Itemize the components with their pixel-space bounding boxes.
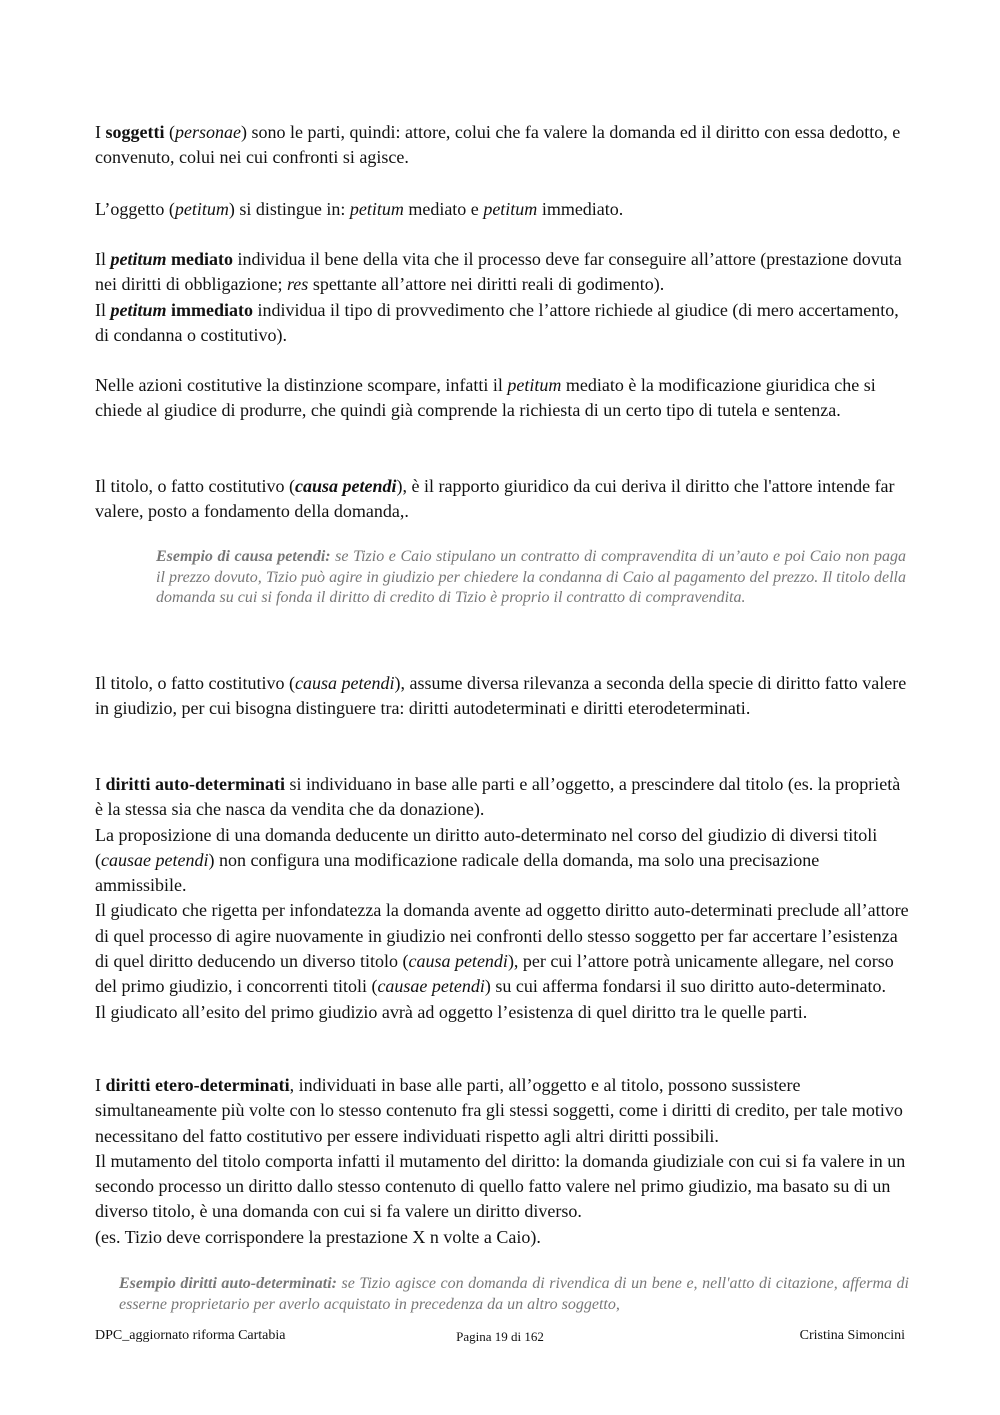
emphasis-term: personae — [174, 122, 241, 142]
paragraph-titolo-rilevanza — [95, 671, 910, 722]
text-run: mediato e — [403, 199, 484, 219]
text-run: Il giudicato che rigetta per infondatezza la domanda avente ad oggetto diritto auto-determinati preclude all’attore di quel processo di agire nuovamente in giudizio nei confronti dello stesso soggetto per far accertare l’esistenza di quel diritto deducendo un diverso titolo ( — [95, 900, 909, 972]
paragraph-oggetto — [95, 197, 910, 222]
text-run: mediato è la modificazione giuridica che si chiede al giudice di produrre, che quindi già comprende la richiesta di un certo tipo di tutela e sentenza. — [95, 375, 876, 421]
text-run: I — [95, 1075, 106, 1095]
text-run: La proposizione di una domanda deducente un diritto auto-determinato nel corso del giudizio di diversi titoli ( — [95, 824, 878, 870]
text-run: ) si distingue in: — [228, 199, 350, 219]
emphasis-term: causa petendi — [294, 673, 395, 693]
emphasis-term: petitum — [110, 299, 167, 320]
text-run: ), assume diversa rilevanza a seconda della specie di diritto fatto valere in giudizio, per cui bisogna distinguere tra: diritti autodeterminati e diritti eterodeterminati. — [95, 673, 907, 719]
text-run: se Tizio agisce con domanda di rivendica di un bene e, nell'atto di citazione, afferma di esserne proprietario per averlo acquistato in precedenza da un altro soggetto, — [119, 1275, 909, 1313]
paragraph-azioni-costitutive — [95, 373, 910, 424]
paragraph-petitum — [95, 247, 910, 348]
emphasis-term: petitum — [174, 199, 229, 219]
emphasis-term: immediato — [166, 299, 253, 320]
emphasis-term: Esempio diritti auto-determinati: — [119, 1275, 337, 1292]
text-run: ) non configura una modificazione radicale della domanda, ma solo una precisazione ammissibile. — [95, 849, 820, 896]
text-run: ) su cui afferma fondarsi il suo diritto auto-determinato. — [484, 976, 886, 997]
emphasis-term: causae petendi — [377, 976, 485, 997]
text-run: (es. Tizio deve corrispondere la prestazione X n volte a Caio). — [95, 1226, 541, 1247]
emphasis-term: causae petendi — [101, 849, 209, 870]
footer-document-name: DPC_aggiornato riforma Cartabia — [95, 1328, 286, 1343]
footer-page-number: Pagina 19 di 162 — [456, 1329, 544, 1344]
emphasis-term: petitum — [507, 375, 562, 395]
example-diritti-auto-determinati — [119, 1274, 909, 1315]
emphasis-term: res — [286, 274, 309, 295]
emphasis-term: mediato — [166, 249, 234, 269]
text-run: I — [95, 774, 106, 794]
emphasis-term: causa petendi — [294, 476, 397, 496]
text-run: L’oggetto ( — [95, 199, 175, 219]
text-run: si individuano in base alle parti e all’oggetto, a prescindere dal titolo (es. la proprietà è la stessa sia che nasca da vendita che da donazione). — [95, 774, 901, 820]
text-run: ), è il rapporto giuridico da cui deriva il diritto che l'attore intende far valere, posto a fondamento della domanda,. — [95, 476, 895, 522]
text-run: Il mutamento del titolo comporta infatti il mutamento del diritto: la domanda giudiziale con cui si fa valere in un secondo processo un diritto dallo stesso contenuto di quello fatto valere nel primo giudizio, ma basato su di un diverso titolo, è una domanda con cui si fa valere un diritto diverso. — [95, 1150, 906, 1222]
footer-author: Cristina Simoncini — [799, 1328, 905, 1343]
text-run: ) sono le parti, quindi: attore, colui che fa valere la domanda ed il diritto con essa dedotto, e convenuto, colui nei cui confronti si agisce. — [95, 122, 901, 168]
text-run: ( — [164, 122, 175, 142]
text-run: , individuati in base alle parti, all’oggetto e al titolo, possono sussistere simultaneamente più volte con lo stesso contenuto fra gli stessi soggetti, come i diritti di credito, per tale motivo necessitano del fatto costitutivo per essere individuati rispetto agli altri diritti possibili. — [95, 1075, 903, 1146]
emphasis-term: petitum — [483, 199, 538, 219]
emphasis-term: causa petendi — [408, 951, 508, 972]
text-run: immediato. — [537, 199, 624, 219]
text-run: Il — [95, 299, 111, 320]
text-run: se Tizio e Caio stipulano un contratto di compravendita di un’auto e poi Caio non paga il prezzo dovuto, Tizio può agire in giudizio per chiedere la condanna di Caio al pagamento del prezzo. Il titolo della domanda su cui si fonda il diritto di credito di Tizio è proprio il contratto di compravendita. — [156, 548, 906, 606]
text-run: Il titolo, o fatto costitutivo ( — [95, 673, 295, 693]
text-run: spettante all’attore nei diritti reali di godimento). — [308, 274, 665, 295]
text-run: Il — [95, 249, 111, 269]
emphasis-term: soggetti — [105, 122, 165, 142]
example-causa-petendi — [156, 547, 906, 609]
paragraph-soggetti — [95, 120, 910, 171]
text-run: Il titolo, o fatto costitutivo ( — [95, 476, 295, 496]
paragraph-titolo — [95, 474, 910, 525]
text-run: ), per cui l’attore potrà unicamente allegare, nel corso del primo giudizio, i concorrenti titoli ( — [95, 951, 894, 997]
emphasis-term: Esempio di causa petendi: — [156, 548, 331, 565]
paragraph-diritti-auto-determinati — [95, 772, 910, 1025]
paragraph-diritti-etero-determinati — [95, 1073, 910, 1250]
emphasis-term: diritti auto-determinati — [105, 774, 285, 794]
emphasis-term: diritti etero-determinati — [105, 1075, 290, 1095]
text-run: Il giudicato all’esito del primo giudizio avrà ad oggetto l’esistenza di quel diritto tra le quelle parti. — [95, 1001, 808, 1022]
text-run: I — [95, 122, 106, 142]
text-run: Nelle azioni costitutive la distinzione scompare, infatti il — [95, 375, 508, 395]
emphasis-term: petitum — [110, 249, 167, 269]
emphasis-term: petitum — [349, 199, 404, 219]
text-run: individua il bene della vita che il processo deve far conseguire all’attore (prestazione dovuta nei diritti di obbligazione; — [95, 249, 902, 295]
text-run: individua il tipo di provvedimento che l’attore richiede al giudice (di mero accertamento, di condanna o costitutivo). — [95, 299, 899, 345]
